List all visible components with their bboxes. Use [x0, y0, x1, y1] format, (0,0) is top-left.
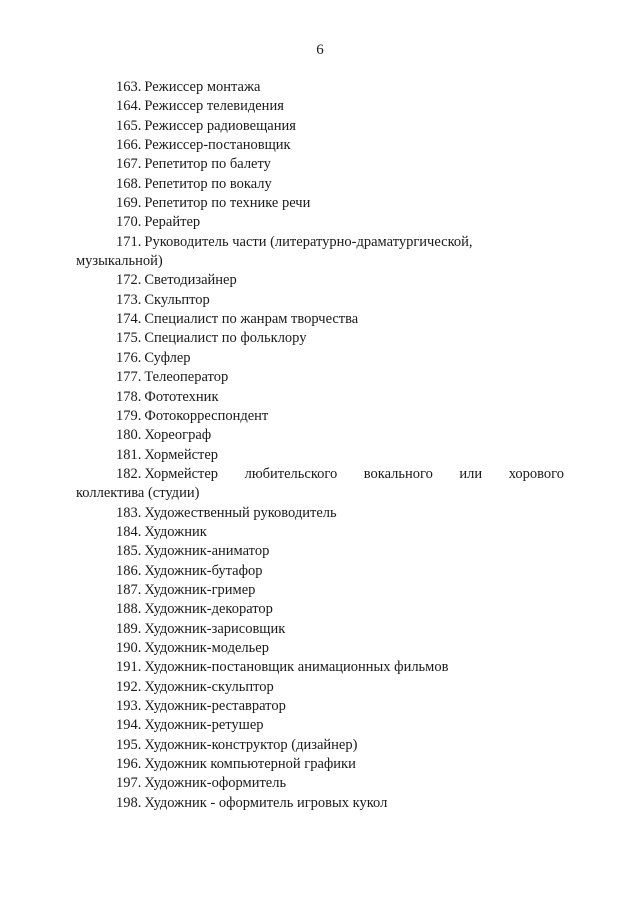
list-item	[76, 794, 564, 813]
list-item	[76, 155, 564, 174]
list-item-text: Художник - оформитель игровых кукол	[144, 794, 388, 811]
list-item-text: Художник-зарисовщик	[144, 620, 286, 637]
list-item-text: Художник-конструктор (дизайнер)	[144, 736, 358, 753]
list-item	[76, 716, 564, 735]
list-item	[76, 213, 564, 232]
list-item	[76, 233, 564, 272]
list-item	[76, 562, 564, 581]
list-item	[76, 349, 564, 368]
list-item	[76, 465, 564, 504]
list-item-text: Режиссер телевидения	[144, 98, 284, 115]
list-item-number: 176.	[116, 349, 142, 366]
list-item-number: 188.	[116, 601, 142, 618]
list-item-number: 195.	[116, 736, 142, 753]
list-item-continuation: музыкальной)	[76, 253, 163, 270]
list-item-number: 191.	[116, 659, 142, 676]
list-item-number: 172.	[116, 272, 142, 289]
list-item-text: Репетитор по технике речи	[144, 195, 311, 212]
list-item-text: Художник-аниматор	[144, 543, 270, 560]
list-item-number: 164.	[116, 98, 142, 115]
list-item-text: вокального	[363, 465, 433, 482]
list-item-number: 187.	[116, 581, 142, 598]
list-item-number: 175.	[116, 330, 142, 347]
list-item-number: 174.	[116, 311, 142, 328]
list-item-number: 177.	[116, 369, 142, 386]
list-item	[76, 446, 564, 465]
list-item-text: Художник-скульптор	[144, 678, 274, 695]
list-item-number: 166.	[116, 137, 142, 154]
list-item	[76, 504, 564, 523]
list-item-text: Художник-декоратор	[144, 601, 273, 618]
list-item-text: Специалист по жанрам творчества	[144, 311, 359, 328]
list-item-number: 179.	[116, 407, 142, 424]
list-item-text: Фототехник	[144, 388, 219, 405]
list-item	[76, 117, 564, 136]
list-item-line	[76, 465, 564, 484]
list-item-text: Художник-реставратор	[144, 698, 286, 714]
list-item-number: 190.	[116, 639, 142, 656]
list-item	[76, 678, 564, 697]
list-item	[76, 658, 564, 677]
list-item-number: 192.	[116, 678, 142, 695]
list-item	[76, 291, 564, 310]
list-item	[76, 426, 564, 445]
list-item-text: Репетитор по балету	[144, 156, 271, 173]
list-item-text: Художник-гример	[144, 581, 256, 598]
list-item	[76, 407, 564, 426]
list-item-number: 167.	[116, 156, 142, 173]
list-item	[76, 310, 564, 329]
list-item-text: Художественный руководитель	[144, 504, 337, 521]
list-item-number: 198.	[116, 794, 142, 811]
list-item	[76, 755, 564, 774]
list-item	[76, 194, 564, 213]
list-item	[76, 368, 564, 387]
list-item-number: 181.	[116, 446, 142, 463]
list-item-text: Хормейстер	[144, 446, 219, 463]
list-item-number: 193.	[116, 698, 142, 714]
list-item	[76, 697, 564, 716]
list-item-text: Суфлер	[144, 349, 191, 366]
list-item-number: 180.	[116, 427, 142, 444]
list-item-number: 197.	[116, 775, 142, 792]
list-item	[76, 736, 564, 755]
list-item	[76, 329, 564, 348]
list-item	[76, 388, 564, 407]
list-item-number: 182.	[116, 465, 142, 482]
list-item-text: Художник-бутафор	[144, 562, 263, 579]
list-item-number: 168.	[116, 175, 142, 192]
list-item-number: 185.	[116, 543, 142, 560]
list-item-text: Светодизайнер	[144, 272, 237, 289]
list-item-text: Репетитор по вокалу	[144, 175, 272, 192]
list-item	[76, 774, 564, 793]
list-item-number: 189.	[116, 620, 142, 637]
list-item-text: или	[459, 465, 483, 482]
list-item-text: Фотокорреспондент	[144, 407, 269, 424]
list-item	[76, 97, 564, 116]
list-item-text: Скульптор	[144, 291, 210, 308]
list-item	[76, 639, 564, 658]
list-item	[76, 523, 564, 542]
list-item-text: Телеоператор	[144, 369, 229, 386]
list-item-number: 196.	[116, 756, 142, 773]
list-item-text: любительского	[244, 465, 338, 482]
list-item	[76, 542, 564, 561]
list-item	[76, 136, 564, 155]
list-item-text: Художник-ретушер	[144, 717, 264, 734]
list-item-text: Руководитель части (литературно-драматургической,	[144, 233, 473, 250]
list-item	[76, 600, 564, 619]
list-item-word	[116, 465, 218, 484]
list-item-number: 183.	[116, 504, 142, 521]
list-item-text: Художник-оформитель	[144, 775, 287, 792]
list-item-number: 194.	[116, 717, 142, 734]
list-item-number: 169.	[116, 195, 142, 212]
list-item-text: Художник компьютерной графики	[144, 756, 356, 773]
list-item	[76, 271, 564, 290]
list-item-number: 163.	[116, 79, 142, 95]
list-item	[76, 175, 564, 194]
list-item-text: Художник-постановщик анимационных фильмов	[144, 659, 449, 676]
list-item-text: хорового	[508, 465, 564, 482]
page-number: 6	[316, 42, 324, 58]
list-item-text: Специалист по фольклору	[144, 330, 307, 347]
list-item-number: 170.	[116, 214, 142, 231]
list-item-number: 178.	[116, 388, 142, 405]
list-item-text: Художник-модельер	[144, 639, 269, 656]
list-item-number: 165.	[116, 117, 142, 134]
list-item	[76, 581, 564, 600]
list-item-text: Рерайтер	[144, 214, 201, 231]
list-item	[76, 78, 564, 97]
list-item-continuation: коллектива (студии)	[76, 485, 200, 502]
list-item-number: 184.	[116, 523, 142, 540]
list-item	[76, 620, 564, 639]
list-item-text: Режиссер монтажа	[144, 79, 261, 95]
list-item-text: Хормейстер	[144, 465, 219, 482]
list-item-text: Режиссер радиовещания	[144, 117, 296, 134]
profession-list	[76, 78, 564, 813]
list-item-number: 173.	[116, 291, 142, 308]
list-item-text: Художник	[144, 523, 207, 540]
list-item-number: 186.	[116, 562, 142, 579]
list-item-text: Хореограф	[144, 427, 212, 444]
list-item-text: Режиссер-постановщик	[144, 137, 291, 154]
list-item-number: 171.	[116, 233, 142, 250]
